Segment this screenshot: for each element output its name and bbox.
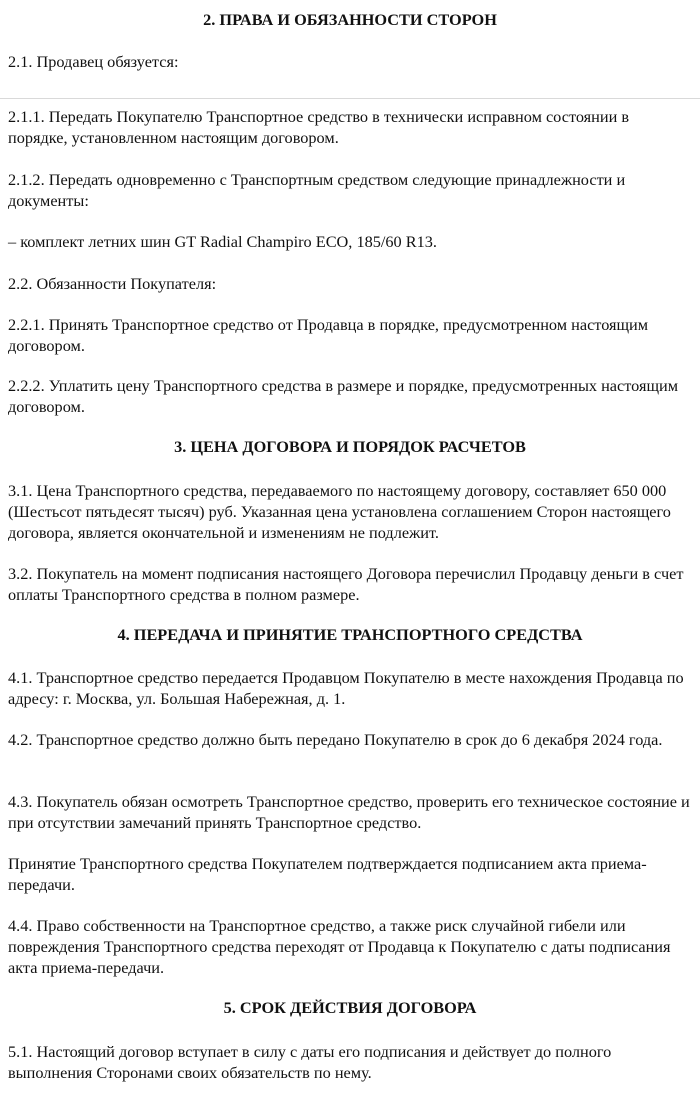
clause-4-3-note: Принятие Транспортного средства Покупателем подтверждается подписанием акта приема-передачи. bbox=[8, 854, 647, 894]
section-2-heading: 2. ПРАВА И ОБЯЗАННОСТИ СТОРОН bbox=[203, 10, 497, 29]
clause-4-4: 4.4. Право собственности на Транспортное средство, а также риск случайной гибели или повреждения Транспортного средства переходят от Продавца к Покупателю с даты подписания акта приема-передачи. bbox=[8, 916, 671, 977]
clause-2-1-1: 2.1.1. Передать Покупателю Транспортное средство в технически исправном состоянии в порядке, установленном настоящим договором. bbox=[8, 107, 630, 147]
clause-4-1: 4.1. Транспортное средство передается Продавцом Покупателю в месте нахождения Продавца по адресу: г. Москва, ул. Большая Набережная, д. 1. bbox=[8, 668, 684, 708]
clause-2-1: 2.1. Продавец обязуется: bbox=[8, 52, 179, 71]
clause-2-2-2: 2.2.2. Уплатить цену Транспортного средства в размере и порядке, предусмотренных настоящим договором. bbox=[8, 376, 679, 416]
section-4-heading: 4. ПЕРЕДАЧА И ПРИНЯТИЕ ТРАНСПОРТНОГО СРЕДСТВА bbox=[117, 625, 583, 644]
clause-2-2-1: 2.2.1. Принять Транспортное средство от Продавца в порядке, предусмотренном настоящим договором. bbox=[8, 315, 649, 355]
divider bbox=[0, 98, 700, 99]
clause-2-2: 2.2. Обязанности Покупателя: bbox=[8, 274, 217, 293]
clause-5-1: 5.1. Настоящий договор вступает в силу с даты его подписания и действует до полного выполнения Сторонами своих обязательств по нему. bbox=[8, 1042, 612, 1082]
clause-3-1: 3.1. Цена Транспортного средства, передаваемого по настоящему договору, составляет 650 000 (Шестьсот пятьдесят тысяч) руб. Указанная цена установлена соглашением Сторон настоящего договора, является окончательной и изменениям не подлежит. bbox=[8, 481, 671, 542]
clause-3-2: 3.2. Покупатель на момент подписания настоящего Договора перечислил Продавцу деньги в счет оплаты Транспортного средства в полном размере. bbox=[8, 564, 684, 604]
item-tires: – комплект летних шин GT Radial Champiro ECO, 185/60 R13. bbox=[8, 232, 437, 251]
section-3-heading: 3. ЦЕНА ДОГОВОРА И ПОРЯДОК РАСЧЕТОВ bbox=[174, 437, 526, 456]
clause-2-1-2: 2.1.2. Передать одновременно с Транспортным средством следующие принадлежности и документы: bbox=[8, 170, 626, 210]
clause-4-3: 4.3. Покупатель обязан осмотреть Транспортное средство, проверить его техническое состояние и при отсутствии замечаний принять Транспортное средство. bbox=[8, 792, 690, 832]
section-5-heading: 5. СРОК ДЕЙСТВИЯ ДОГОВОРА bbox=[223, 998, 477, 1017]
clause-4-2: 4.2. Транспортное средство должно быть передано Покупателю в срок до 6 декабря 2024 года. bbox=[8, 730, 663, 749]
